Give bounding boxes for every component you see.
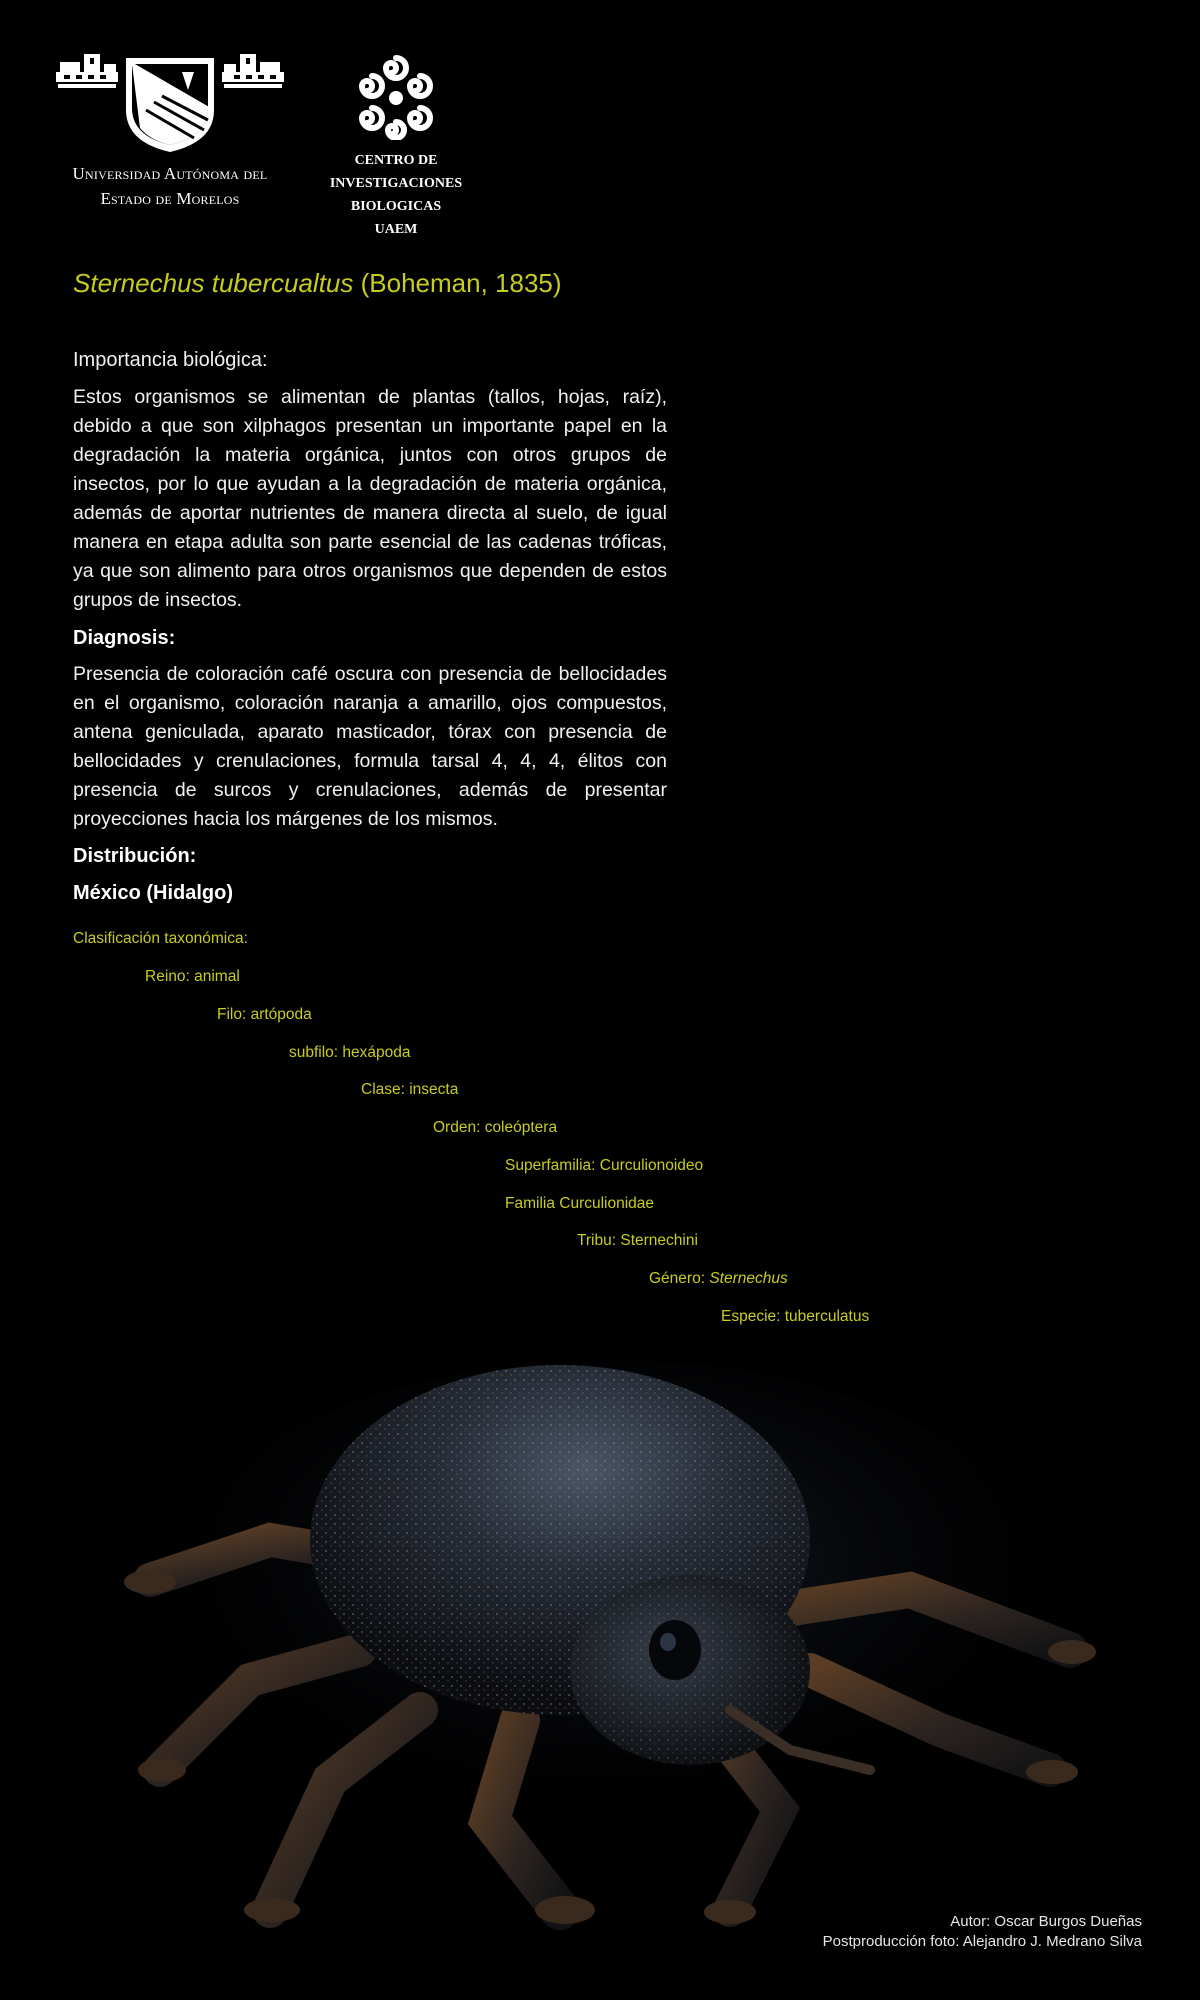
uaem-name-line2: Estado de Morelos bbox=[100, 189, 240, 208]
cib-name-line1: CENTRO DE bbox=[354, 153, 438, 168]
taxonomy-heading: Clasificación taxonómica: bbox=[73, 930, 248, 947]
taxonomy-orden: Orden: coleóptera bbox=[433, 1119, 558, 1136]
uaem-logo bbox=[54, 50, 286, 209]
diagnosis-heading: Diagnosis: bbox=[73, 627, 176, 649]
weevil-photo bbox=[90, 1350, 1150, 1950]
taxonomy-filo: Filo: artópoda bbox=[217, 1006, 312, 1023]
cib-logo bbox=[316, 52, 476, 237]
species-authority: (Boheman, 1835) bbox=[360, 268, 562, 298]
taxonomy-familia: Familia Curculionidae bbox=[505, 1195, 655, 1212]
taxonomy-genero-value: Sternechus bbox=[709, 1270, 788, 1287]
cib-name-line4: UAEM bbox=[374, 222, 418, 237]
species-name: Sternechus tubercualtus bbox=[73, 268, 354, 298]
diagnosis-body: Presencia de coloración café oscura con presencia de bellocidades en el organismo, coloración naranja a amarillo, ojos compuestos, antena geniculada, aparato masticador, tórax con presencia de bellocidades y crenulaciones, formula tarsal 4, 4, 4, élitos con presencia de surcos y crenulaciones, además de presentar proyecciones hacia los márgenes de los mismos. bbox=[73, 663, 667, 830]
distribution-value: México (Hidalgo) bbox=[73, 882, 234, 904]
taxonomy-reino: Reino: animal bbox=[145, 968, 240, 985]
cib-name-line3: BIOLOGICAS bbox=[350, 199, 442, 214]
cib-name-line2: INVESTIGACIONES bbox=[329, 176, 463, 191]
taxonomy-genero-label: Género: bbox=[649, 1270, 706, 1287]
taxonomy-clase: Clase: insecta bbox=[361, 1081, 459, 1098]
taxonomy-genero bbox=[649, 1270, 788, 1288]
taxonomy-especie: Especie: tuberculatus bbox=[721, 1308, 870, 1325]
uaem-crest-icon bbox=[54, 50, 286, 154]
taxonomy-tribu: Tribu: Sternechini bbox=[577, 1232, 698, 1249]
credit-postproduction: Postproducción foto: Alejandro J. Medrano Silva bbox=[822, 1933, 1142, 1950]
spiral-emblem-icon bbox=[354, 52, 438, 140]
photo-credits bbox=[823, 1912, 1142, 1952]
importance-heading: Importancia biológica: bbox=[73, 349, 268, 371]
taxonomy-superfamilia: Superfamilia: Curculionoideo bbox=[505, 1157, 704, 1174]
header-logos bbox=[54, 50, 494, 237]
importance-body: Estos organismos se alimentan de plantas (tallos, hojas, raíz), debido a que son xilphagos presentan un importante papel en la degradación la materia orgánica, juntos con otros grupos de insectos, por lo que ayudan a la degradación de materia orgánica, además de aportar nutrientes de manera directa al suelo, de igual manera en etapa adulta son parte esencial de las cadenas tróficas, ya que son alimento para otros organismos que dependen de estos grupos de insectos. bbox=[73, 386, 667, 611]
uaem-name-line1: Universidad Autónoma del bbox=[72, 164, 268, 183]
taxonomy-subfilo: subfilo: hexápoda bbox=[289, 1044, 411, 1061]
species-title bbox=[73, 268, 562, 299]
credit-author: Autor: Oscar Burgos Dueñas bbox=[950, 1913, 1142, 1930]
distribution-heading: Distribución: bbox=[73, 845, 197, 867]
